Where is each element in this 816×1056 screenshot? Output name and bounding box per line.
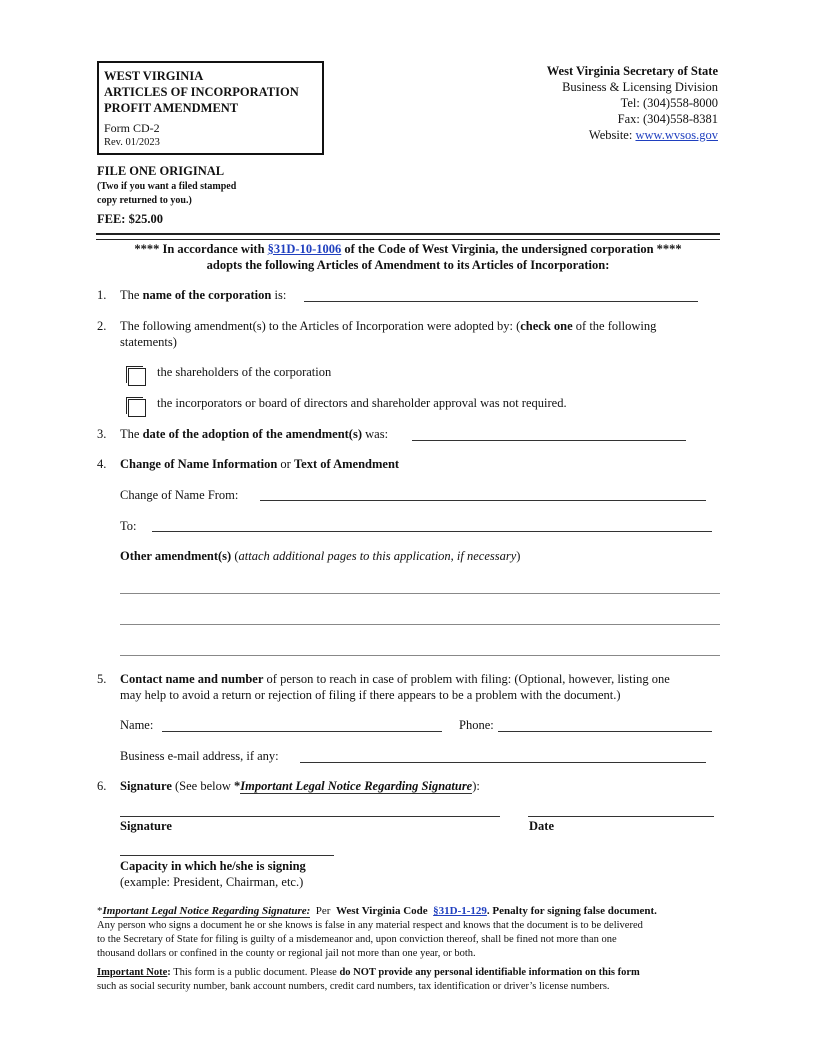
- important-text: This form is a public document. Please: [170, 967, 340, 978]
- email-field[interactable]: [300, 762, 706, 763]
- item-1-post: is:: [271, 288, 287, 302]
- capacity-field[interactable]: [120, 855, 334, 856]
- agency-name: West Virginia Secretary of State: [546, 64, 718, 78]
- intro-code-link[interactable]: §31D-10-1006: [267, 242, 342, 256]
- legal-notice-line-1: [97, 905, 657, 917]
- item-6-bold: Signature: [120, 779, 172, 793]
- other-amendment-line-1[interactable]: [120, 593, 720, 594]
- item-3-label: [120, 427, 388, 442]
- other-bold: Other amendment(s): [120, 549, 232, 563]
- intro-part1: **** In accordance with: [134, 242, 268, 256]
- item-2-pre: The following amendment(s) to the Articles of Incorporation were adopted by: (: [120, 319, 521, 333]
- item-6-end: ):: [472, 779, 480, 793]
- item-6-star: *: [234, 779, 241, 793]
- legal-per: Per: [315, 905, 331, 917]
- agency-website-row: [547, 127, 718, 143]
- filing-note-2: copy returned to you.): [97, 195, 192, 206]
- item-5-bold: Contact name and number: [120, 672, 264, 686]
- item-1-bold: name of the corporation: [142, 288, 272, 302]
- file-one-original: FILE ONE ORIGINAL: [97, 164, 225, 178]
- legal-notice-line-4: thousand dollars or confined in the county or regional jail not more than one year, or both.: [97, 948, 476, 959]
- item-3-pre: The: [120, 427, 143, 441]
- item-1-label: [120, 288, 286, 303]
- other-amendment-line-2[interactable]: [120, 624, 720, 625]
- item-4-number: 4.: [97, 457, 107, 471]
- legal-code-label: West Virginia Code: [335, 905, 428, 917]
- other-amendment-line-3[interactable]: [120, 655, 720, 656]
- item-3-post: was:: [362, 427, 389, 441]
- important-label: Important Note: [97, 967, 168, 978]
- item-2-number: 2.: [97, 319, 107, 333]
- legal-penalty: . Penalty for signing false document.: [486, 905, 657, 917]
- item-5-number: 5.: [97, 672, 107, 686]
- item-2-post: of the following: [572, 319, 657, 333]
- form-revision: Rev. 01/2023: [104, 137, 160, 148]
- signature-label: Signature: [120, 819, 172, 833]
- contact-name-label: Name:: [120, 718, 154, 732]
- other-amendments-label: [120, 549, 520, 564]
- adoption-date-field[interactable]: [412, 440, 686, 441]
- agency-block: [547, 63, 718, 143]
- item-5-line2: may help to avoid a return or rejection of filing if there appears to be a problem with the document.): [120, 688, 621, 702]
- name-from-field[interactable]: [260, 500, 706, 501]
- item-5-post: of person to reach in case of problem with filing: (Optional, however, listing one: [263, 672, 670, 686]
- corporation-name-field[interactable]: [304, 301, 698, 302]
- form-title-box: [97, 61, 324, 155]
- intro-line-2: adopts the following Articles of Amendment to its Articles of Incorporation:: [206, 258, 610, 272]
- form-number: Form CD-2: [104, 121, 160, 135]
- intro-line-1: [96, 242, 720, 257]
- signature-field[interactable]: [120, 816, 500, 817]
- contact-phone-label: Phone:: [459, 718, 494, 732]
- form-title-line2: ARTICLES OF INCORPORATION: [104, 85, 299, 99]
- form-title-line3: PROFIT AMENDMENT: [104, 101, 239, 115]
- item-1-number: 1.: [97, 288, 107, 302]
- item-6-mid: (See below: [171, 779, 235, 793]
- important-note-line-2: such as social security number, bank account numbers, credit card numbers, tax identification or driver’s license numbers.: [97, 981, 610, 992]
- legal-code-link[interactable]: §31D-1-129: [433, 905, 487, 917]
- name-to-field[interactable]: [152, 531, 712, 532]
- intro-part2: of the Code of West Virginia, the undersigned corporation ****: [341, 242, 682, 256]
- other-paren-close: ): [516, 549, 521, 563]
- website-link[interactable]: www.wvsos.gov: [635, 128, 718, 142]
- other-paren-open: (: [231, 549, 239, 563]
- important-note-line-1: [97, 967, 640, 978]
- capacity-label: Capacity in which he/she is signing: [120, 859, 306, 873]
- form-title-line1: WEST VIRGINIA: [104, 69, 204, 83]
- agency-fax: Fax: (304)558-8381: [617, 112, 718, 126]
- filing-note-1: (Two if you want a filed stamped: [97, 181, 237, 192]
- item-2-bold: check one: [520, 319, 573, 333]
- item-6-notice: Important Legal Notice Regarding Signature: [240, 779, 473, 793]
- incorporators-checkbox[interactable]: [128, 399, 146, 417]
- agency-division: Business & Licensing Division: [562, 80, 718, 94]
- important-bold: do NOT provide any personal identifiable information on this form: [339, 967, 640, 978]
- item-4-bold1: Change of Name Information: [120, 457, 278, 471]
- header-divider: [96, 233, 720, 240]
- item-5-label: [120, 672, 670, 687]
- important-colon: :: [167, 967, 171, 978]
- date-label: Date: [529, 819, 554, 833]
- capacity-example: (example: President, Chairman, etc.): [120, 875, 304, 889]
- incorporators-option-label: the incorporators or board of directors and shareholder approval was not required.: [157, 396, 567, 410]
- name-to-label: To:: [120, 519, 137, 533]
- email-label: Business e-mail address, if any:: [120, 749, 279, 763]
- item-4-bold2: Text of Amendment: [293, 457, 400, 471]
- website-label: Website:: [588, 128, 636, 142]
- legal-notice-line-3: to the Secretary of State for filing is guilty of a misdemeanor and, upon conviction thereof, shall be fined not more than one: [97, 934, 617, 945]
- legal-title: Important Legal Notice Regarding Signature:: [102, 905, 311, 917]
- item-3-number: 3.: [97, 427, 107, 441]
- legal-notice-line-2: Any person who signs a document he or she knows is false in any material respect and knows that the document is to be delivered: [97, 920, 643, 931]
- contact-name-field[interactable]: [162, 731, 442, 732]
- contact-phone-field[interactable]: [498, 731, 712, 732]
- filing-fee: FEE: $25.00: [97, 212, 163, 226]
- other-italic: attach additional pages to this application, if necessary: [238, 549, 517, 563]
- name-from-label: Change of Name From:: [120, 488, 239, 502]
- date-field[interactable]: [528, 816, 714, 817]
- legal-star: *: [97, 905, 103, 917]
- item-6-label: [120, 779, 480, 794]
- item-3-bold: date of the adoption of the amendment(s): [142, 427, 362, 441]
- item-4-label: [120, 457, 399, 472]
- shareholders-option-label: the shareholders of the corporation: [157, 365, 332, 379]
- agency-tel: Tel: (304)558-8000: [620, 96, 718, 110]
- item-1-pre: The: [120, 288, 143, 302]
- shareholders-checkbox[interactable]: [128, 368, 146, 386]
- item-4-mid: or: [277, 457, 294, 471]
- item-2-label: [120, 319, 656, 334]
- item-6-number: 6.: [97, 779, 107, 793]
- item-2-line2: statements): [120, 335, 177, 349]
